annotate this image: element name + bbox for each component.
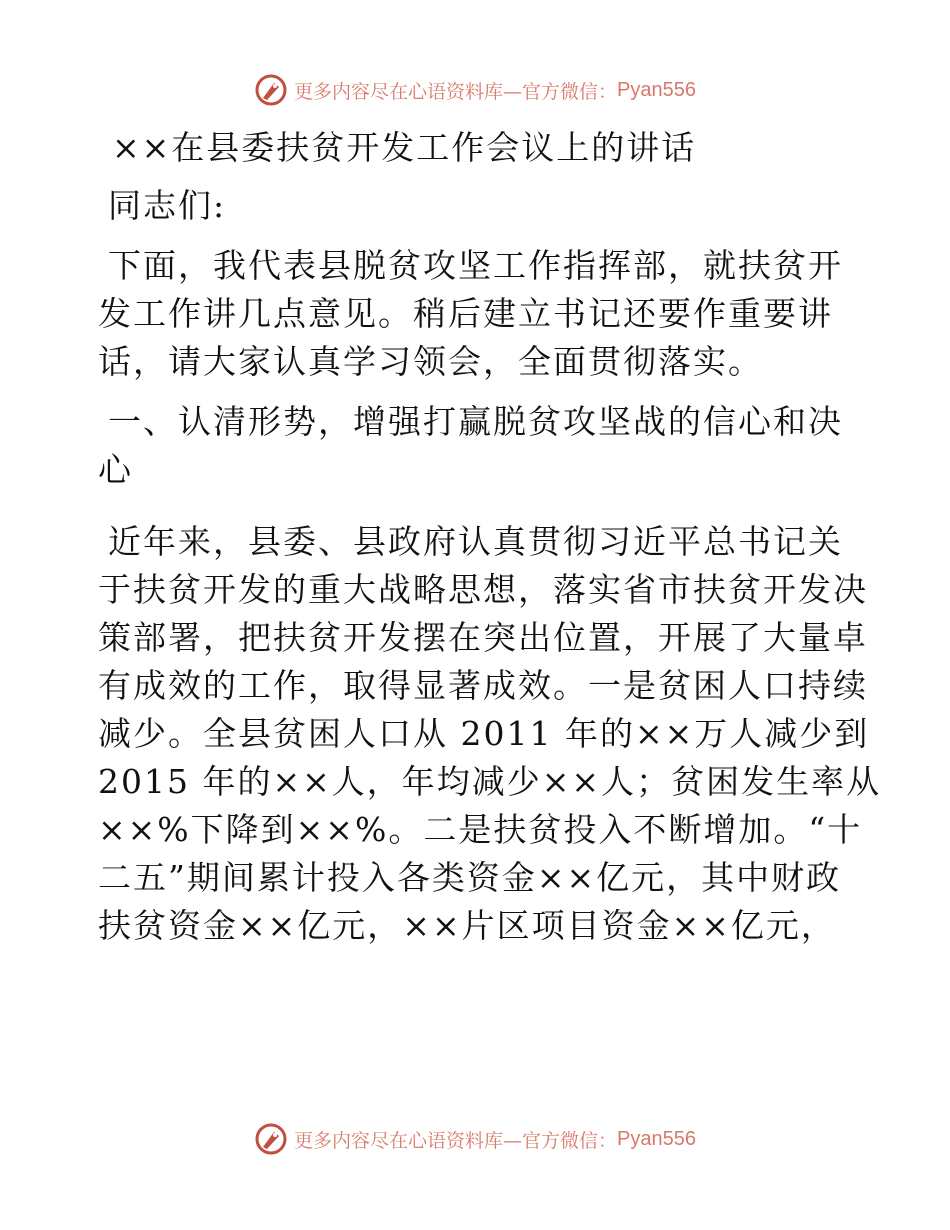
- watermark-wechat-id: Pyan556: [617, 1127, 696, 1150]
- footer-watermark: [0, 1119, 950, 1159]
- section-heading: 一、认清形势，增强打赢脱贫攻坚战的信心和决: [108, 402, 843, 441]
- document-title: ××在县委扶贫开发工作会议上的讲话: [112, 128, 697, 167]
- pen-nib-logo-icon: [254, 73, 288, 107]
- paragraph-line: 下面，我代表县脱贫攻坚工作指挥部，就扶贫开: [108, 246, 843, 285]
- pen-nib-logo-icon: [254, 1122, 288, 1156]
- section-heading: 心: [98, 450, 133, 489]
- watermark-text: 更多内容尽在心语资料库—官方微信：: [294, 1129, 618, 1152]
- paragraph-line: 2015 年的××人，年均减少××人；贫困发生率从: [98, 762, 882, 801]
- paragraph-line: 话，请大家认真学习领会，全面贯彻落实。: [98, 342, 763, 381]
- salutation: 同志们:: [108, 186, 227, 225]
- paragraph-line: 二五”期间累计投入各类资金××亿元，其中财政: [98, 858, 842, 897]
- paragraph-line: 减少。全县贫困人口从 2011 年的××万人减少到: [98, 714, 870, 753]
- watermark-wechat-id: Pyan556: [617, 78, 696, 101]
- paragraph-line: 有成效的工作，取得显著成效。一是贫困人口持续: [98, 666, 868, 705]
- paragraph-line: 扶贫资金××亿元，××片区项目资金××亿元，: [98, 906, 836, 945]
- document-body: [98, 124, 882, 950]
- header-watermark: [0, 70, 950, 110]
- watermark-text: 更多内容尽在心语资料库—官方微信：: [294, 80, 618, 103]
- paragraph-line: 发工作讲几点意见。稍后建立书记还要作重要讲: [98, 294, 833, 333]
- paragraph-line: ××%下降到××%。二是扶贫投入不断增加。“十: [98, 810, 863, 849]
- paragraph-line: 于扶贫开发的重大战略思想，落实省市扶贫开发决: [98, 570, 868, 609]
- paragraph-line: 近年来，县委、县政府认真贯彻习近平总书记关: [108, 522, 843, 561]
- paragraph-line: 策部署，把扶贫开发摆在突出位置，开展了大量卓: [98, 618, 868, 657]
